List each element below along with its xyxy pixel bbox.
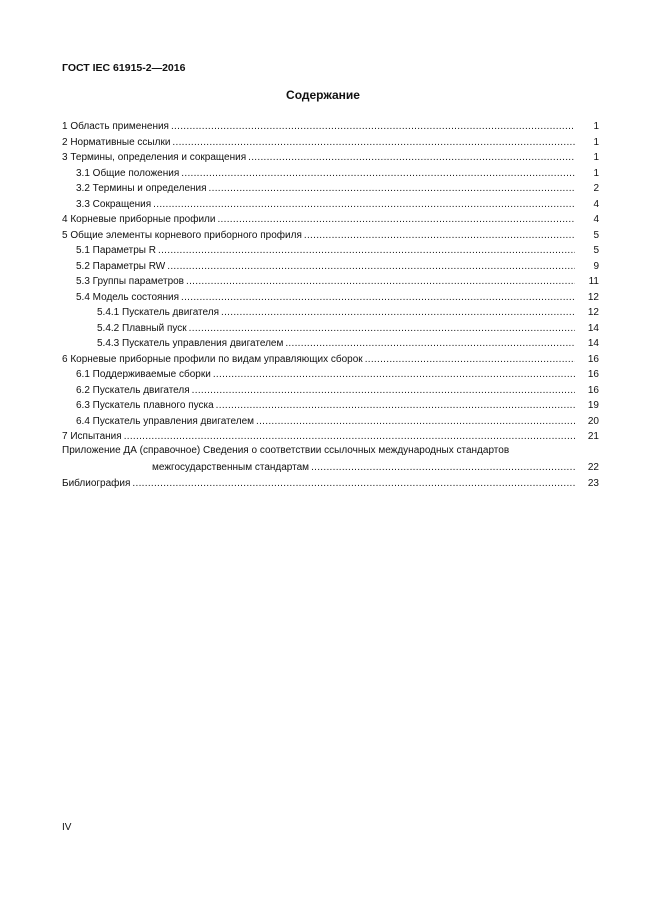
toc-label: 2 Нормативные ссылки bbox=[62, 137, 171, 148]
toc-leader-dots bbox=[181, 168, 575, 180]
toc-entry[interactable] bbox=[62, 476, 599, 490]
toc-entry[interactable] bbox=[76, 398, 599, 412]
toc-label: 5.4.1 Пускатель двигателя bbox=[97, 307, 220, 318]
toc-entry[interactable] bbox=[76, 383, 599, 397]
document-header: ГОСТ IEC 61915-2—2016 bbox=[62, 62, 186, 74]
toc-leader-dots bbox=[213, 369, 575, 381]
toc-page-number: 12 bbox=[587, 307, 599, 318]
toc-leader-dots bbox=[285, 338, 575, 350]
toc-leader-dots bbox=[256, 416, 575, 428]
toc-leader-dots bbox=[311, 462, 575, 474]
toc-entry[interactable] bbox=[62, 119, 599, 133]
toc-entry[interactable] bbox=[62, 352, 599, 366]
toc-leader-dots bbox=[153, 199, 575, 211]
toc-page-number: 4 bbox=[593, 214, 599, 225]
toc-leader-dots bbox=[167, 261, 575, 273]
page-number-footer: IV bbox=[62, 822, 72, 833]
toc-entry[interactable] bbox=[76, 243, 599, 257]
toc-page-number: 1 bbox=[593, 152, 599, 163]
toc-leader-dots bbox=[132, 478, 575, 490]
toc-page-number: 21 bbox=[587, 431, 599, 442]
toc-label: Библиография bbox=[62, 478, 131, 489]
toc-label: 6.1 Поддерживаемые сборки bbox=[76, 369, 211, 380]
toc-page-number: 5 bbox=[593, 230, 599, 241]
toc-leader-dots bbox=[248, 152, 575, 164]
toc-label: 5 Общие элементы корневого приборного профиля bbox=[62, 230, 302, 241]
toc-page-number: 23 bbox=[587, 478, 599, 489]
toc-entry[interactable] bbox=[76, 259, 599, 273]
toc-page-number: 16 bbox=[587, 385, 599, 396]
toc-label: 5.3 Группы параметров bbox=[76, 276, 184, 287]
toc-page-number: 1 bbox=[593, 137, 599, 148]
toc-label: 6.4 Пускатель управления двигателем bbox=[76, 416, 255, 427]
toc-label: 6.2 Пускатель двигателя bbox=[76, 385, 190, 396]
toc-entry[interactable] bbox=[62, 212, 599, 226]
toc-label: 3.3 Сокращения bbox=[76, 199, 152, 210]
toc-page-number: 2 bbox=[593, 183, 599, 194]
toc-label: 3 Термины, определения и сокращения bbox=[62, 152, 247, 163]
toc-page-number: 16 bbox=[587, 354, 599, 365]
toc-entry[interactable] bbox=[76, 367, 599, 381]
toc-entry[interactable] bbox=[62, 429, 599, 443]
toc-leader-dots bbox=[365, 354, 575, 366]
toc-leader-dots bbox=[124, 431, 575, 443]
toc-page-number: 14 bbox=[587, 323, 599, 334]
toc-label: 5.4.2 Плавный пуск bbox=[97, 323, 187, 334]
toc-entry[interactable] bbox=[76, 290, 599, 304]
toc-page-number: 20 bbox=[587, 416, 599, 427]
toc-entry[interactable] bbox=[97, 305, 599, 319]
toc-annex-label[interactable]: Приложение ДА (справочное) Сведения о соответствии ссылочных международных стандартов bbox=[62, 445, 510, 456]
toc-entry[interactable] bbox=[76, 274, 599, 288]
toc-leader-dots bbox=[171, 121, 575, 133]
toc-label: 5.4 Модель состояния bbox=[76, 292, 179, 303]
toc-leader-dots bbox=[304, 230, 575, 242]
toc-page-number: 12 bbox=[587, 292, 599, 303]
toc-page-number: 9 bbox=[593, 261, 599, 272]
toc-page-number: 4 bbox=[593, 199, 599, 210]
toc-entry[interactable] bbox=[76, 166, 599, 180]
toc-entry[interactable] bbox=[62, 135, 599, 149]
toc-entry[interactable] bbox=[152, 460, 599, 474]
toc-entry[interactable] bbox=[97, 321, 599, 335]
toc-label: 5.4.3 Пускатель управления двигателем bbox=[97, 338, 284, 349]
toc-page-number: 14 bbox=[587, 338, 599, 349]
toc-page-number: 1 bbox=[593, 168, 599, 179]
toc-page-number: 5 bbox=[593, 245, 599, 256]
toc-leader-dots bbox=[192, 385, 575, 397]
toc-leader-dots bbox=[158, 245, 575, 257]
toc-page-number: 22 bbox=[587, 462, 599, 473]
toc-label: 5.2 Параметры RW bbox=[76, 261, 166, 272]
toc-entry[interactable] bbox=[62, 228, 599, 242]
toc-label: 6 Корневые приборные профили по видам управляющих сборок bbox=[62, 354, 363, 365]
toc-entry[interactable] bbox=[76, 414, 599, 428]
toc-leader-dots bbox=[217, 214, 575, 226]
toc-page-number: 11 bbox=[588, 276, 599, 287]
toc-entry[interactable] bbox=[97, 336, 599, 350]
toc-label: 3.2 Термины и определения bbox=[76, 183, 207, 194]
toc-label: межгосударственным стандартам bbox=[152, 462, 310, 473]
toc-leader-dots bbox=[221, 307, 575, 319]
toc-leader-dots bbox=[216, 400, 575, 412]
toc-entry[interactable] bbox=[76, 197, 599, 211]
toc-leader-dots bbox=[186, 276, 575, 288]
toc-label: 5.1 Параметры R bbox=[76, 245, 156, 256]
toc-entry[interactable] bbox=[76, 181, 599, 195]
toc-leader-dots bbox=[189, 323, 575, 335]
toc-page-number: 19 bbox=[587, 400, 599, 411]
toc-entry[interactable] bbox=[62, 150, 599, 164]
toc-page-number: 16 bbox=[587, 369, 599, 380]
toc-label: 6.3 Пускатель плавного пуска bbox=[76, 400, 214, 411]
page-title: Содержание bbox=[286, 88, 360, 102]
toc-label: 1 Область применения bbox=[62, 121, 169, 132]
toc-page-number: 1 bbox=[593, 121, 599, 132]
toc-label: 3.1 Общие положения bbox=[76, 168, 180, 179]
toc-leader-dots bbox=[209, 183, 575, 195]
toc-label: 4 Корневые приборные профили bbox=[62, 214, 216, 225]
toc-leader-dots bbox=[172, 137, 575, 149]
toc-leader-dots bbox=[181, 292, 575, 304]
toc-label: 7 Испытания bbox=[62, 431, 122, 442]
